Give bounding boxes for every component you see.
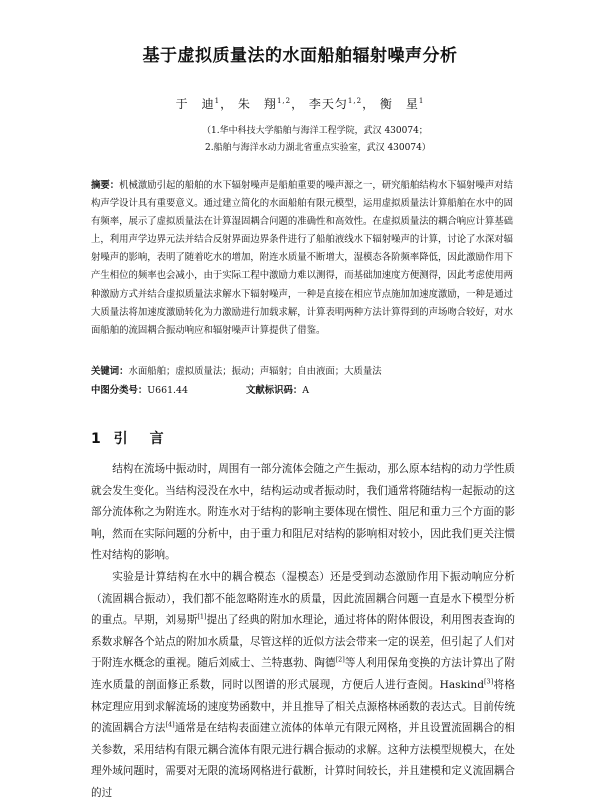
- keywords: [91, 363, 382, 377]
- author-4: 衡 星$^1$: [379, 97, 425, 111]
- paragraph-text: 通常是在结构表面建立流体的体单元有限元网格，并且设置流固耦合的相关参数，采用结构有限元耦合流体有限元进行耦合振动的求解。这种方法模型规模大，在处理外域问题时，需要对无限的流场网格进行截断，计算时间较长，并且建模和定义流固耦合的过: [91, 722, 516, 799]
- author-1: 于 迪$^1$: [175, 97, 221, 111]
- abstract-label: 摘要：: [91, 180, 120, 191]
- doc-code-label: 文献标识码：: [245, 385, 303, 396]
- classification: [91, 382, 309, 396]
- affiliation-1: （1.华中科技大学船舶与海洋工程学院，武汉 430074；: [202, 126, 428, 136]
- paragraph-text: 将格林定理应用到求解流场的速度势函数中，并且推导了相关点源格林函数的表达式。目前传统的流固耦合方法: [91, 678, 516, 735]
- keywords-text: 水面船舶；虚拟质量法；振动；声辐射；自由液面；大质量法: [128, 366, 382, 377]
- affiliation-2: 2.船舶与海洋水动力湖北省重点实验室，武汉 430074）: [205, 143, 431, 153]
- doc-code: A: [302, 385, 310, 396]
- body-text: [91, 459, 515, 805]
- abstract: [91, 177, 513, 340]
- section-title: 引 言: [113, 431, 168, 447]
- body-paragraph: [91, 459, 515, 567]
- abstract-text: 机械激励引起的船舶的水下辐射噪声是船舶重要的噪声源之一，研究船舶结构水下辐射噪声对结构声学设计具有重要意义。通过建立简化的水面船舶有限元模型，运用虚拟质量法计算船舶在水中的固有频率，展示了虚拟质量法在计算湿固耦合问题的准确性和高效性。在虚拟质量法的耦合响应计算基础上，利用声学边界元法并结合反射界面边界条件进行了船舶液线水下辐射噪声的计算，讨论了水深对辐射噪声的影响，表明了随着吃水的增加，附连水质量不断增大，湿模态各阶频率降低，因此激励作用下产生相位的频率也会减小，由于实际工程中激励力难以测得，而基础加速度方便测得，因此考虑使用两种激励方式并结合虚拟质量法求解水下辐射噪声，一种是直接在相应节点施加加速度激励，一种是通过大质量法将加速度激励转化为力激励进行加载求解，计算表明两种方法计算得到的声场吻合较好，对水面船舶的流固耦合振动响应和辐射噪声计算提供了借鉴。: [91, 180, 513, 336]
- author-3: 李天匀$^{1,2}$: [308, 97, 363, 111]
- section-number: 1: [91, 431, 105, 447]
- paragraph-text: 提出了经典的附加水理论，通过将体的附体假设，利用图表查询的系数求解各个站点的附加水质量，尽管这样的近似方法会带来一定的误差，但引起了人们对于附连水概念的重视。随后刘威士、兰特惠勃、陶德: [91, 614, 516, 670]
- paragraph-text: 结构在流场中振动时，周围有一部分流体会随之产生振动，那么原本结构的动力学性质就会发生变化。当结构浸没在水中，结构运动或者振动时，我们通常将随结构一起振动的这部分流体称之为附连水。附连水对于结构的影响主要体现在惯性、阻尼和重力三个方面的影响，然而在实际问题的分析中，由于重力和阻尼对结构的影响相对较小，因此我们更关注惯性对结构的影响。: [91, 463, 515, 562]
- keywords-label: 关键词：: [91, 366, 129, 377]
- paragraph-text: 实验是计算结构在水中的耦合模态（湿模态）还是受到动态激励作用下振动响应分析（流固耦合振动），我们都不能忽略附连水的质量，因此流固耦合问题一直是水下模型分析的重点。早期，刘易斯: [91, 570, 515, 627]
- author-2: 朱 翔$^{1,2}$: [237, 97, 292, 111]
- citation-ref: [4]: [165, 720, 175, 729]
- author-list: 于 迪$^1$， 朱 翔$^{1,2}$， 李天匀$^{1,2}$， 衡 星$^1$: [175, 97, 425, 111]
- section-heading: [91, 428, 168, 448]
- paragraph-text: 等人利用保角变换的方法计算出了附连水质量的剖面修正系数，同时以图谱的形式展现，方便后人进行查阅。Haskind: [91, 657, 516, 691]
- citation-ref: [3]: [484, 677, 494, 686]
- citation-ref: [2]: [335, 655, 345, 664]
- clc-code: U661.44: [147, 385, 188, 396]
- citation-ref: [1]: [197, 612, 207, 621]
- clc-label: 中图分类号：: [91, 385, 148, 396]
- paper-title: 基于虚拟质量法的水面船舶辐射噪声分析: [142, 46, 458, 66]
- body-paragraph: [91, 567, 515, 805]
